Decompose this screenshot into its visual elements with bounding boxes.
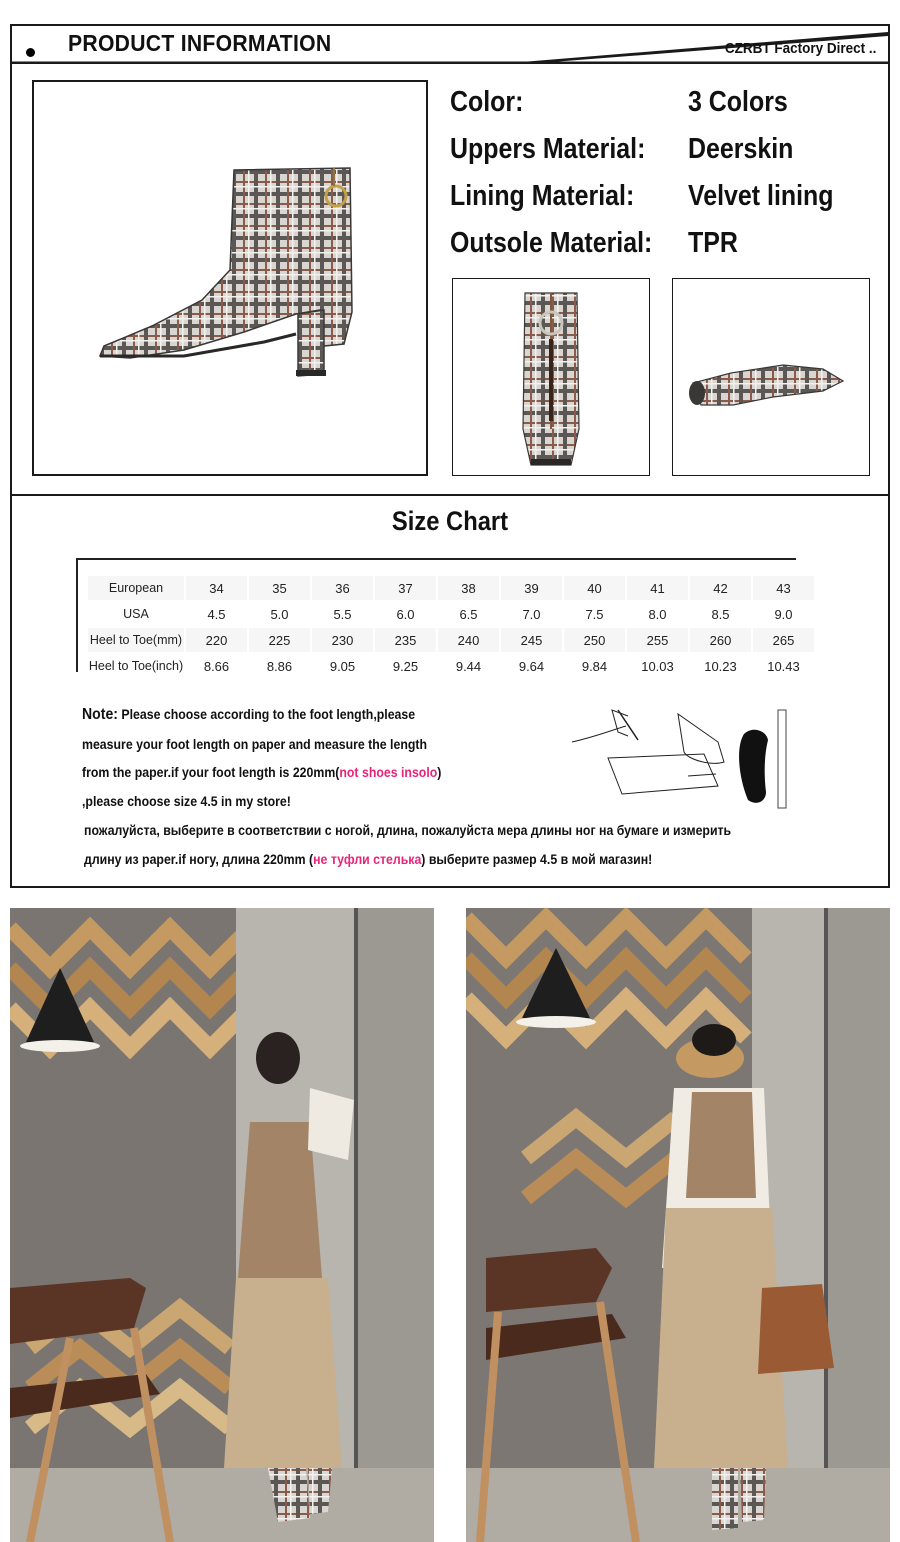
table-cell: 6.5: [438, 602, 499, 626]
table-cell: 35: [249, 576, 310, 600]
note-text: from the paper.if your foot length is 220mm(: [82, 764, 340, 780]
table-row: [88, 602, 814, 626]
table-cell: 255: [627, 628, 688, 652]
table-cell: 9.64: [501, 654, 562, 678]
table-left-rule: [76, 558, 78, 672]
table-cell: 7.0: [501, 602, 562, 626]
table-cell: 6.0: [375, 602, 436, 626]
table-cell: 34: [186, 576, 247, 600]
table-cell: 245: [501, 628, 562, 652]
bullet-dot-icon: [26, 48, 35, 57]
ru-note-text: длину из paper.if ногу, длина 220mm (: [84, 851, 314, 867]
table-cell: 235: [375, 628, 436, 652]
table-cell: 10.23: [690, 654, 751, 678]
size-table: [86, 574, 816, 680]
spec-row-uppers: [450, 133, 880, 180]
table-cell: 8.86: [249, 654, 310, 678]
table-cell: 9.05: [312, 654, 373, 678]
spec-label: Color:: [450, 86, 524, 118]
table-cell: 250: [564, 628, 625, 652]
spec-row-lining: [450, 180, 880, 227]
section-title: PRODUCT INFORMATION: [68, 30, 332, 56]
table-cell: 265: [753, 628, 814, 652]
table-cell: 38: [438, 576, 499, 600]
table-cell: 9.84: [564, 654, 625, 678]
model-photo-right: [466, 908, 890, 1542]
table-row: [88, 654, 814, 678]
product-info-panel: [10, 24, 890, 496]
table-cell: 10.03: [627, 654, 688, 678]
row-label: Heel to Toe(mm): [88, 628, 184, 652]
table-row: [88, 576, 814, 600]
foot-measuring-illustration: [568, 706, 808, 816]
sizing-note-russian: [84, 816, 779, 874]
table-top-rule: [76, 558, 796, 560]
table-cell: 9.25: [375, 654, 436, 678]
table-cell: 36: [312, 576, 373, 600]
table-cell: 8.5: [690, 602, 751, 626]
note-text: Please choose according to the foot length,please: [117, 706, 416, 722]
table-cell: 7.5: [564, 602, 625, 626]
table-cell: 260: [690, 628, 751, 652]
product-info-header: [12, 26, 888, 64]
note-line-2: measure your foot length on paper and measure the length: [82, 735, 428, 752]
note-highlight: not shoes insolo: [339, 764, 438, 780]
table-cell: 220: [186, 628, 247, 652]
spec-label: Lining Material:: [450, 180, 635, 212]
table-cell: 41: [627, 576, 688, 600]
spec-value: Velvet lining: [688, 180, 834, 212]
table-cell: 9.44: [438, 654, 499, 678]
spec-row-outsole: [450, 227, 880, 274]
table-cell: 4.5: [186, 602, 247, 626]
ru-note-line-2: [84, 845, 779, 874]
spec-value: Deerskin: [688, 133, 794, 165]
table-cell: 43: [753, 576, 814, 600]
spec-label: Outsole Material:: [450, 227, 653, 259]
table-cell: 9.0: [753, 602, 814, 626]
table-cell: 10.43: [753, 654, 814, 678]
note-text: ): [437, 764, 442, 780]
model-photo-left: [10, 908, 434, 1542]
model-with-bag-image: [466, 908, 890, 1542]
note-line-1: [82, 700, 469, 730]
spec-value: 3 Colors: [688, 86, 788, 118]
table-cell: 230: [312, 628, 373, 652]
size-chart-panel: [10, 496, 890, 888]
note-line-4: ,please choose size 4.5 in my store!: [82, 792, 291, 809]
row-label: European: [88, 576, 184, 600]
boot-side-view-photo: [672, 278, 870, 476]
ru-note-highlight: не туфли стелька: [313, 851, 422, 867]
table-cell: 42: [690, 576, 751, 600]
ru-note-line-1: пожалуйста, выберите в соответствии с ногой, длина, пожалуйста мера длины ног на бумаге и измерить: [84, 822, 732, 838]
table-row: [88, 628, 814, 652]
table-cell: 40: [564, 576, 625, 600]
spec-list: [450, 86, 880, 274]
size-chart-title: Size Chart: [391, 506, 509, 536]
table-cell: 8.66: [186, 654, 247, 678]
boot-main-photo: [32, 80, 428, 476]
sizing-note: [82, 700, 469, 815]
row-label: Heel to Toe(inch): [88, 654, 184, 678]
brand-name: CZRBT Factory Direct ..: [724, 40, 876, 57]
note-label: Note:: [82, 706, 118, 723]
table-cell: 225: [249, 628, 310, 652]
row-label: USA: [88, 602, 184, 626]
spec-row-color: [450, 86, 880, 133]
table-cell: 5.5: [312, 602, 373, 626]
plaid-ankle-boot-image: [34, 82, 426, 474]
model-wearing-boots-image: [10, 908, 434, 1542]
spec-label: Uppers Material:: [450, 133, 646, 165]
note-line-3: [82, 758, 469, 787]
table-cell: 39: [501, 576, 562, 600]
table-cell: 5.0: [249, 602, 310, 626]
ru-note-text: ) выберите размер 4.5 в мой магазин!: [421, 851, 653, 867]
table-cell: 37: [375, 576, 436, 600]
table-cell: 8.0: [627, 602, 688, 626]
table-cell: 240: [438, 628, 499, 652]
spec-value: TPR: [688, 227, 738, 259]
boot-back-view-photo: [452, 278, 650, 476]
